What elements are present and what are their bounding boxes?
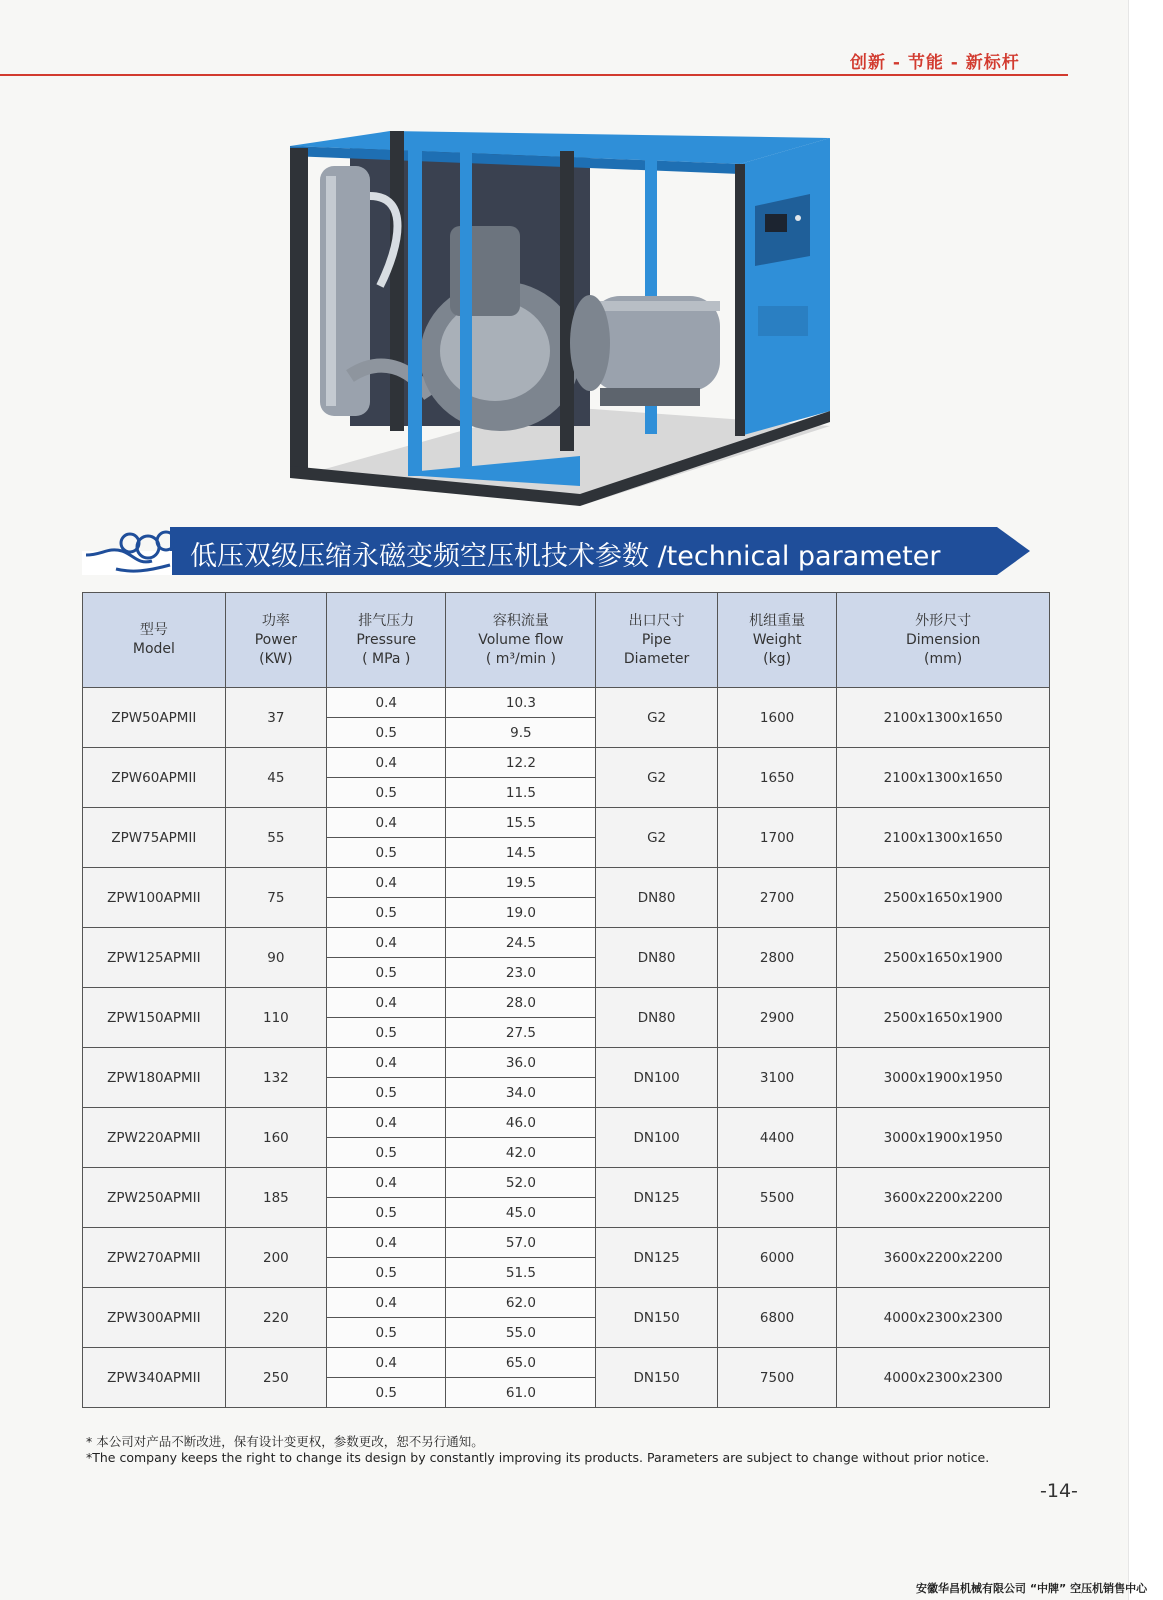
cell-flow: 62.0	[446, 1288, 596, 1318]
cell-flow: 46.0	[446, 1108, 596, 1138]
header-weight-en: Weight	[752, 631, 802, 648]
cell-model: ZPW50APMII	[83, 688, 226, 748]
cell-power: 55	[225, 808, 326, 868]
header-model-zh: 型号	[139, 622, 168, 638]
header-dimension-en: Dimension	[905, 631, 981, 648]
cell-flow: 52.0	[446, 1168, 596, 1198]
header-weight	[717, 593, 836, 688]
cell-model: ZPW180APMII	[83, 1048, 226, 1108]
table-row	[83, 928, 1050, 958]
cell-pressure: 0.4	[327, 988, 446, 1018]
compressor-product-image	[290, 126, 850, 510]
table-row	[83, 1348, 1050, 1378]
cell-dimension: 2100x1300x1650	[837, 688, 1050, 748]
cell-pipe: DN125	[596, 1228, 718, 1288]
cell-weight: 5500	[717, 1168, 836, 1228]
banner-title: 低压双级压缩永磁变频空压机技术参数 /technical parameter	[190, 541, 941, 572]
footnote-en: *The company keeps the right to change its design by constantly improving its products. Parameters are subject to change without prior notice.	[86, 1450, 990, 1465]
header-pipe-en2: Diameter	[623, 650, 690, 667]
cell-pressure: 0.5	[327, 1078, 446, 1108]
cell-weight: 6000	[717, 1228, 836, 1288]
cell-power: 250	[225, 1348, 326, 1408]
cell-pressure: 0.5	[327, 1138, 446, 1168]
cell-pressure: 0.4	[327, 1048, 446, 1078]
cell-weight: 2700	[717, 868, 836, 928]
page-number: -14-	[1040, 1480, 1078, 1502]
cell-model: ZPW125APMII	[83, 928, 226, 988]
table-row	[83, 808, 1050, 838]
cell-power: 160	[225, 1108, 326, 1168]
header-pipe-zh: 出口尺寸	[628, 612, 685, 629]
table-row	[83, 1048, 1050, 1078]
cell-weight: 3100	[717, 1048, 836, 1108]
cell-weight: 2800	[717, 928, 836, 988]
header-flow-unit: ( m³/min )	[485, 650, 557, 667]
cell-flow: 24.5	[446, 928, 596, 958]
table-row	[83, 1108, 1050, 1138]
header-pressure	[327, 593, 446, 688]
cell-pipe: DN80	[596, 868, 718, 928]
cell-power: 110	[225, 988, 326, 1048]
cell-weight: 2900	[717, 988, 836, 1048]
cell-dimension: 2500x1650x1900	[837, 988, 1050, 1048]
cell-model: ZPW340APMII	[83, 1348, 226, 1408]
header-flow-zh: 容积流量	[492, 612, 549, 629]
table-row	[83, 1168, 1050, 1198]
cell-pipe: DN100	[596, 1108, 718, 1168]
cell-dimension: 3600x2200x2200	[837, 1168, 1050, 1228]
cell-pressure: 0.5	[327, 1258, 446, 1288]
cell-pressure: 0.4	[327, 1288, 446, 1318]
cell-model: ZPW300APMII	[83, 1288, 226, 1348]
header-weight-zh: 机组重量	[749, 612, 806, 629]
header-power-zh: 功率	[261, 612, 290, 629]
cell-pipe: DN150	[596, 1348, 718, 1408]
cell-model: ZPW60APMII	[83, 748, 226, 808]
cell-pressure: 0.5	[327, 778, 446, 808]
cell-power: 185	[225, 1168, 326, 1228]
cell-weight: 7500	[717, 1348, 836, 1408]
cell-model: ZPW75APMII	[83, 808, 226, 868]
cell-power: 132	[225, 1048, 326, 1108]
cell-pressure: 0.4	[327, 928, 446, 958]
cell-pipe: DN150	[596, 1288, 718, 1348]
cell-pressure: 0.4	[327, 1108, 446, 1138]
cell-weight: 1650	[717, 748, 836, 808]
cell-pipe: DN80	[596, 988, 718, 1048]
cell-power: 90	[225, 928, 326, 988]
cell-weight: 4400	[717, 1108, 836, 1168]
header-power-en: Power	[254, 631, 298, 648]
cell-flow: 19.5	[446, 868, 596, 898]
cell-model: ZPW250APMII	[83, 1168, 226, 1228]
page-edge	[1128, 0, 1163, 1600]
header-pipe-en: Pipe	[641, 631, 672, 648]
cell-flow: 42.0	[446, 1138, 596, 1168]
cell-flow: 57.0	[446, 1228, 596, 1258]
cell-power: 45	[225, 748, 326, 808]
cell-flow: 34.0	[446, 1078, 596, 1108]
cell-pressure: 0.4	[327, 868, 446, 898]
cell-flow: 15.5	[446, 808, 596, 838]
header-flow	[446, 593, 596, 688]
cell-dimension: 3600x2200x2200	[837, 1228, 1050, 1288]
cell-pressure: 0.5	[327, 898, 446, 928]
header-slogan: 创新 - 节能 - 新标杆	[850, 53, 1020, 73]
table-row	[83, 868, 1050, 898]
header-dimension	[837, 593, 1050, 688]
table-row	[83, 1228, 1050, 1258]
cell-dimension: 3000x1900x1950	[837, 1108, 1050, 1168]
header-rule	[0, 74, 1068, 76]
cell-flow: 36.0	[446, 1048, 596, 1078]
cell-flow: 55.0	[446, 1318, 596, 1348]
header-dimension-unit: (mm)	[924, 650, 963, 667]
header-model-en: Model	[132, 641, 175, 657]
header-pressure-unit: ( MPa )	[362, 650, 411, 667]
cell-model: ZPW270APMII	[83, 1228, 226, 1288]
cell-pipe: G2	[596, 808, 718, 868]
cell-weight: 1700	[717, 808, 836, 868]
cell-flow: 27.5	[446, 1018, 596, 1048]
footnotes	[86, 1434, 1086, 1466]
cell-model: ZPW100APMII	[83, 868, 226, 928]
cell-pressure: 0.5	[327, 958, 446, 988]
cell-dimension: 2500x1650x1900	[837, 868, 1050, 928]
cell-flow: 65.0	[446, 1348, 596, 1378]
section-banner	[82, 525, 1032, 577]
cell-power: 220	[225, 1288, 326, 1348]
cell-pipe: DN125	[596, 1168, 718, 1228]
cell-weight: 6800	[717, 1288, 836, 1348]
cell-pressure: 0.4	[327, 808, 446, 838]
table-row	[83, 748, 1050, 778]
footer-company: 安徽华昌机械有限公司 “中牌” 空压机销售中心	[916, 1582, 1148, 1595]
header-model	[83, 593, 226, 688]
header-pipe	[596, 593, 718, 688]
cell-dimension: 4000x2300x2300	[837, 1288, 1050, 1348]
header-power-unit: (KW)	[259, 650, 293, 667]
cell-power: 75	[225, 868, 326, 928]
cell-pipe: DN80	[596, 928, 718, 988]
cell-dimension: 2100x1300x1650	[837, 808, 1050, 868]
cell-dimension: 4000x2300x2300	[837, 1348, 1050, 1408]
cell-power: 37	[225, 688, 326, 748]
cell-pressure: 0.4	[327, 1228, 446, 1258]
cell-flow: 28.0	[446, 988, 596, 1018]
cell-weight: 1600	[717, 688, 836, 748]
header-weight-unit: (kg)	[763, 650, 792, 667]
table-body	[83, 688, 1050, 1408]
cell-flow: 51.5	[446, 1258, 596, 1288]
footnote-zh: * 本公司对产品不断改进，保有设计变更权，参数更改，恕不另行通知。	[86, 1434, 484, 1449]
cell-pipe: G2	[596, 748, 718, 808]
header-power	[225, 593, 326, 688]
cell-pressure: 0.4	[327, 1348, 446, 1378]
header-flow-en: Volume flow	[478, 631, 564, 648]
cell-model: ZPW150APMII	[83, 988, 226, 1048]
table-row	[83, 688, 1050, 718]
table-row	[83, 988, 1050, 1018]
cell-pipe: DN100	[596, 1048, 718, 1108]
cell-flow: 14.5	[446, 838, 596, 868]
cell-dimension: 2500x1650x1900	[837, 928, 1050, 988]
cell-pipe: G2	[596, 688, 718, 748]
table-header-row	[83, 593, 1050, 688]
cell-pressure: 0.5	[327, 1018, 446, 1048]
cell-pressure: 0.4	[327, 1168, 446, 1198]
cell-dimension: 2100x1300x1650	[837, 748, 1050, 808]
header-pressure-zh: 排气压力	[358, 612, 415, 629]
cell-pressure: 0.4	[327, 748, 446, 778]
cell-pressure: 0.5	[327, 1378, 446, 1408]
cell-flow: 45.0	[446, 1198, 596, 1228]
cell-flow: 9.5	[446, 718, 596, 748]
cell-flow: 12.2	[446, 748, 596, 778]
cell-flow: 10.3	[446, 688, 596, 718]
cell-flow: 61.0	[446, 1378, 596, 1408]
cell-model: ZPW220APMII	[83, 1108, 226, 1168]
table-row	[83, 1288, 1050, 1318]
cell-pressure: 0.5	[327, 718, 446, 748]
technical-parameter-table	[82, 592, 1050, 1408]
cell-dimension: 3000x1900x1950	[837, 1048, 1050, 1108]
cell-pressure: 0.5	[327, 838, 446, 868]
cell-flow: 19.0	[446, 898, 596, 928]
cell-flow: 11.5	[446, 778, 596, 808]
cell-pressure: 0.5	[327, 1198, 446, 1228]
header-pressure-en: Pressure	[356, 631, 417, 648]
cell-flow: 23.0	[446, 958, 596, 988]
cell-power: 200	[225, 1228, 326, 1288]
header-dimension-zh: 外形尺寸	[915, 612, 972, 629]
cell-pressure: 0.5	[327, 1318, 446, 1348]
cell-pressure: 0.4	[327, 688, 446, 718]
